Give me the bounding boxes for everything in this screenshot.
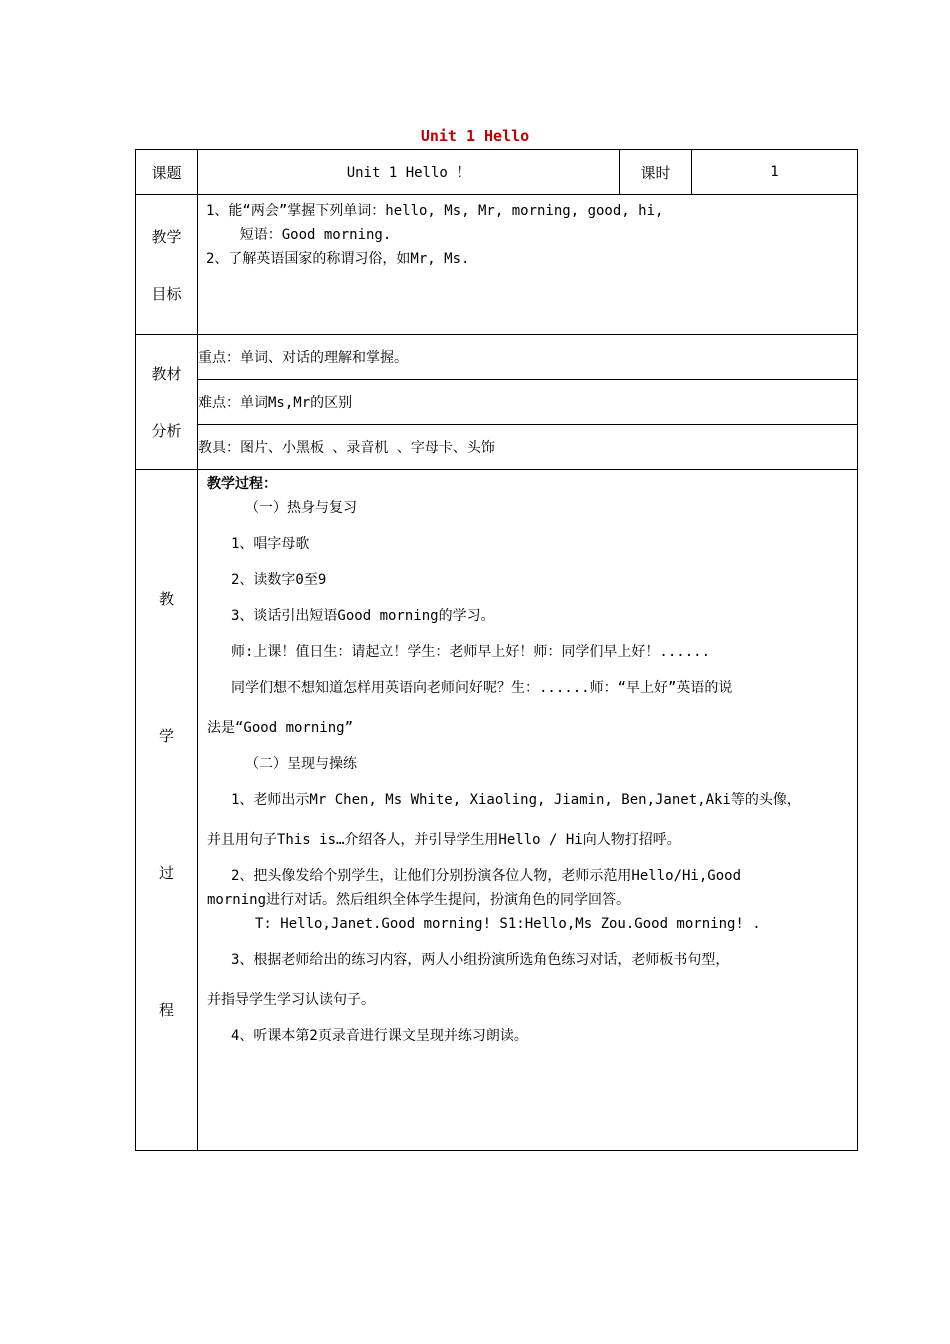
topic-label: 课题: [136, 150, 198, 195]
period-value: 1: [692, 150, 858, 195]
process-label-char: 学: [158, 727, 174, 745]
dialog-example: T: Hello,Janet.Good morning! S1:Hello,Ms Zou.Good morning! .: [255, 916, 761, 932]
step-line: 4、听课本第2页录音进行课文呈现并练习朗读。: [231, 1028, 528, 1044]
analysis-label-top: 教材: [151, 365, 182, 383]
document-title: Unit 1 Hello: [420, 127, 530, 145]
step-line: 并指导学生学习认读句子。: [207, 992, 375, 1008]
process-label-char: 过: [158, 864, 174, 882]
topic-value: Unit 1 Hello ！: [198, 150, 620, 195]
objectives-label: [136, 195, 198, 335]
dialog-line: 法是“Good morning”: [207, 720, 354, 736]
period-label: 课时: [620, 150, 692, 195]
objective-line: 2、了解英语国家的称谓习俗，如Mr, Ms.: [206, 251, 470, 267]
section-title: （二）呈现与操练: [245, 756, 357, 772]
analysis-row-key: [136, 335, 858, 380]
step-line: 2、读数字0至9: [231, 572, 327, 588]
objectives-label-top: 教学: [151, 227, 182, 246]
step-line: 1、唱字母歌: [231, 536, 310, 552]
objectives-row: [136, 195, 858, 335]
analysis-label-bottom: 分析: [151, 422, 182, 440]
step-line: 3、谈话引出短语Good morning的学习。: [231, 608, 495, 624]
analysis-row-difficult: [136, 380, 858, 425]
objective-line: 短语：Good morning.: [206, 227, 392, 243]
section-title: （一）热身与复习: [245, 500, 357, 516]
difficult-point: 难点：单词Ms,Mr的区别: [198, 380, 858, 425]
key-point: 重点：单词、对话的理解和掌握。: [198, 335, 858, 380]
process-row: [136, 470, 858, 1151]
dialog-line: 师:上课！值日生：请起立！学生：老师早上好！师：同学们早上好！......: [231, 644, 710, 660]
step-line: morning进行对话。然后组织全体学生提问，扮演角色的同学回答。: [207, 892, 630, 908]
objectives-content: [198, 195, 858, 335]
teaching-aids: 教具：图片、小黑板 、录音机 、字母卡、头饰: [198, 425, 858, 470]
dialog-line: 同学们想不想知道怎样用英语向老师问好呢？生：......师：“早上好”英语的说: [231, 680, 733, 696]
header-row: [136, 150, 858, 195]
step-line: 3、根据老师给出的练习内容，两人小组扮演所选角色练习对话，老师板书句型，: [231, 952, 730, 968]
process-label: [136, 470, 198, 1151]
step-line: 2、把头像发给个别学生，让他们分别扮演各位人物，老师示范用Hello/Hi,Good: [231, 868, 742, 884]
process-label-char: 教: [158, 590, 174, 608]
process-label-char: 程: [158, 1001, 174, 1019]
process-heading: 教学过程：: [207, 476, 277, 492]
objective-line: 1、能“两会”掌握下列单词：hello, Ms, Mr, morning, good, hi,: [206, 203, 664, 219]
process-content: [198, 470, 858, 1151]
lesson-plan-table: [135, 149, 858, 1151]
analysis-row-aids: [136, 425, 858, 470]
objectives-label-bottom: 目标: [151, 284, 182, 303]
step-line: 1、老师出示Mr Chen, Ms White, Xiaoling, Jiamin, Ben,Janet,Aki等的头像，: [231, 792, 801, 808]
step-line: 并且用句子This is…介绍各人，并引导学生用Hello / Hi向人物打招呼。: [207, 832, 681, 848]
analysis-label: [136, 335, 198, 470]
